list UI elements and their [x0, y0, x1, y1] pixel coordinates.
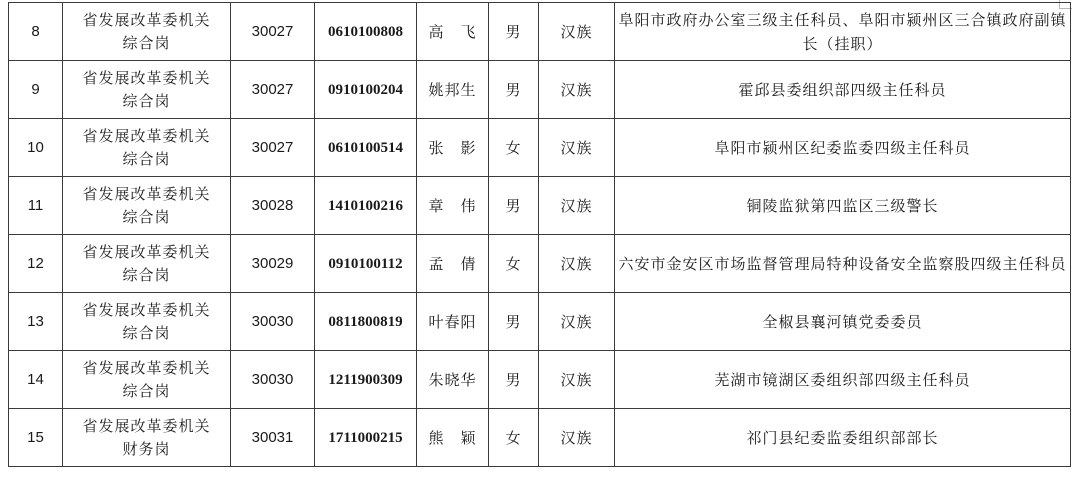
cell-gender: 女	[489, 235, 539, 293]
cell-gender: 男	[489, 3, 539, 61]
cell-ticket-number: 0811800819	[315, 293, 417, 351]
cell-work-unit: 六安市金安区市场监督管理局特种设备安全监察股四级主任科员	[615, 235, 1071, 293]
cell-name: 姚邦生	[417, 61, 489, 119]
department-name: 省发展改革委机关	[82, 358, 211, 377]
cell-name: 章 伟	[417, 177, 489, 235]
cell-post-code: 30030	[231, 293, 315, 351]
cell-name: 张 影	[417, 119, 489, 177]
cell-ethnicity: 汉族	[539, 235, 615, 293]
cell-ticket-number: 1211900309	[315, 351, 417, 409]
department-name: 省发展改革委机关	[82, 416, 211, 435]
cell-post-code: 30027	[231, 61, 315, 119]
cell-seq: 9	[9, 61, 63, 119]
cell-seq: 14	[9, 351, 63, 409]
cell-ethnicity: 汉族	[539, 3, 615, 61]
cell-ticket-number: 0910100204	[315, 61, 417, 119]
department-name: 省发展改革委机关	[82, 184, 211, 203]
cell-name: 熊 颖	[417, 409, 489, 467]
cell-gender: 女	[489, 409, 539, 467]
post-name: 综合岗	[122, 323, 171, 342]
cell-department-post	[63, 409, 231, 467]
post-name: 财务岗	[122, 439, 171, 458]
cell-ticket-number: 0910100112	[315, 235, 417, 293]
cell-seq: 13	[9, 293, 63, 351]
cell-gender: 男	[489, 177, 539, 235]
table-row	[9, 177, 1071, 235]
cell-seq: 8	[9, 3, 63, 61]
table-row	[9, 61, 1071, 119]
cell-post-code: 30030	[231, 351, 315, 409]
cell-ticket-number: 0610100514	[315, 119, 417, 177]
cell-gender: 男	[489, 61, 539, 119]
post-name: 综合岗	[122, 207, 171, 226]
cell-department-post	[63, 293, 231, 351]
cell-ticket-number: 1410100216	[315, 177, 417, 235]
cell-work-unit: 霍邱县委组织部四级主任科员	[615, 61, 1071, 119]
table-body	[9, 3, 1071, 467]
cell-post-code: 30027	[231, 3, 315, 61]
cell-name: 高 飞	[417, 3, 489, 61]
post-name: 综合岗	[122, 149, 171, 168]
cell-seq: 12	[9, 235, 63, 293]
table-row	[9, 119, 1071, 177]
cell-ticket-number: 1711000215	[315, 409, 417, 467]
cell-department-post	[63, 235, 231, 293]
cell-post-code: 30028	[231, 177, 315, 235]
department-name: 省发展改革委机关	[82, 242, 211, 261]
department-name: 省发展改革委机关	[82, 300, 211, 319]
cell-work-unit: 芜湖市镜湖区委组织部四级主任科员	[615, 351, 1071, 409]
cell-ethnicity: 汉族	[539, 61, 615, 119]
post-name: 综合岗	[122, 265, 171, 284]
cell-ethnicity: 汉族	[539, 119, 615, 177]
cell-work-unit: 铜陵监狱第四监区三级警长	[615, 177, 1071, 235]
table-row	[9, 235, 1071, 293]
cell-ethnicity: 汉族	[539, 351, 615, 409]
cell-gender: 男	[489, 293, 539, 351]
candidate-table	[8, 2, 1071, 467]
cell-post-code: 30027	[231, 119, 315, 177]
department-name: 省发展改革委机关	[82, 10, 211, 29]
cell-ethnicity: 汉族	[539, 409, 615, 467]
cell-name: 孟 倩	[417, 235, 489, 293]
cell-post-code: 30031	[231, 409, 315, 467]
post-name: 综合岗	[122, 381, 171, 400]
cell-department-post	[63, 119, 231, 177]
cell-seq: 10	[9, 119, 63, 177]
cell-seq: 15	[9, 409, 63, 467]
post-name: 综合岗	[122, 91, 171, 110]
cell-name: 叶春阳	[417, 293, 489, 351]
cell-ticket-number: 0610100808	[315, 3, 417, 61]
cell-department-post	[63, 351, 231, 409]
cell-work-unit: 全椒县襄河镇党委委员	[615, 293, 1071, 351]
table-row	[9, 293, 1071, 351]
cell-department-post	[63, 61, 231, 119]
cell-department-post	[63, 177, 231, 235]
cell-name: 朱晓华	[417, 351, 489, 409]
cell-ethnicity: 汉族	[539, 177, 615, 235]
cell-work-unit: 祁门县纪委监委组织部部长	[615, 409, 1071, 467]
table-row	[9, 409, 1071, 467]
table-row	[9, 3, 1071, 61]
cell-department-post	[63, 3, 231, 61]
table-row	[9, 351, 1071, 409]
department-name: 省发展改革委机关	[82, 126, 211, 145]
cell-work-unit: 阜阳市颍州区纪委监委四级主任科员	[615, 119, 1071, 177]
cell-work-unit: 阜阳市政府办公室三级主任科员、阜阳市颍州区三合镇政府副镇长（挂职）	[615, 3, 1071, 61]
department-name: 省发展改革委机关	[82, 68, 211, 87]
cell-post-code: 30029	[231, 235, 315, 293]
cell-gender: 男	[489, 351, 539, 409]
post-name: 综合岗	[122, 33, 171, 52]
cell-seq: 11	[9, 177, 63, 235]
cell-gender: 女	[489, 119, 539, 177]
cell-ethnicity: 汉族	[539, 293, 615, 351]
